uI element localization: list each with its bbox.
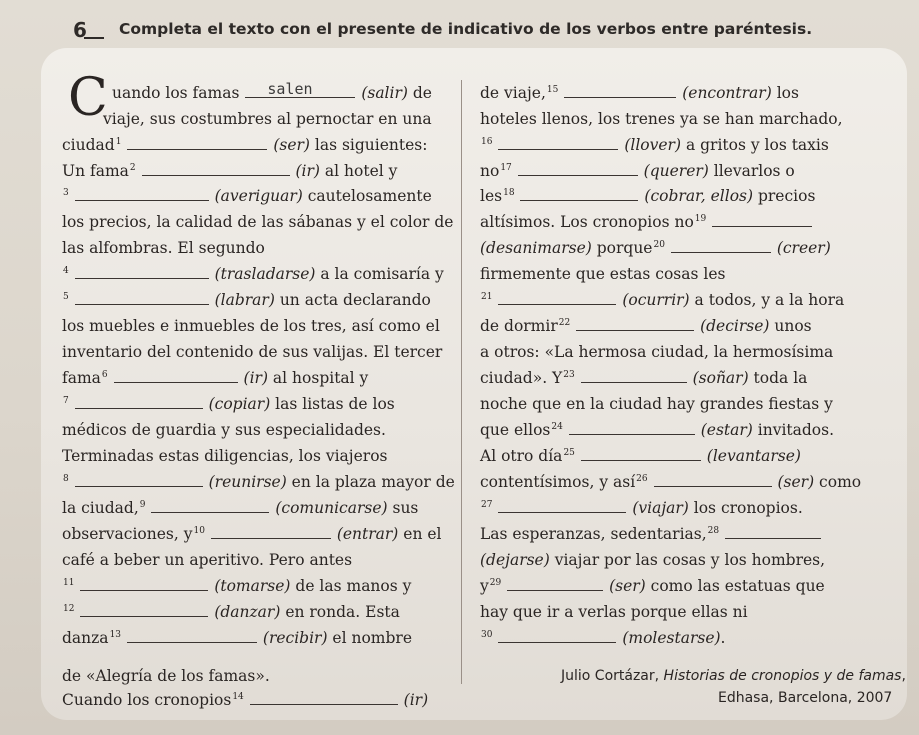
left-line-4 [62,161,397,181]
blank-number: 29 [489,577,502,588]
left-line-12 [62,368,368,388]
left-line-23: de «Alegría de los famas». [62,667,270,685]
blank-number: 5 [63,291,69,302]
blank-number: 11 [63,577,75,588]
right-line-5 [480,186,815,206]
line-text: les [480,187,503,205]
answer-blank[interactable] [518,162,638,176]
line-text: (encontrar) los [682,84,799,102]
blank-number: 28 [707,525,720,536]
exercise-number: 6 [73,18,87,42]
line-text: (comunicarse) sus [275,499,419,517]
left-line-2: viaje, sus costumbres al pernoctar en una [103,110,432,128]
blank-number: 8 [63,473,69,484]
left-line-24 [62,690,428,710]
line-text: (ir) al hospital y [243,369,369,387]
line-text: de viaje, [480,84,546,102]
line-text: (ocurrir) a todos, y a la hora [622,291,845,309]
answer-blank[interactable] [127,629,257,643]
blank-number: 22 [558,317,571,328]
right-line-17 [480,498,803,518]
left-line-21 [62,602,400,622]
answer-blank[interactable] [564,84,676,98]
line-text: Las esperanzas, sedentarias, [480,525,707,543]
answer-blank[interactable] [211,525,331,539]
right-line-20 [480,576,825,596]
answer-blank[interactable] [671,239,771,253]
blank-number: 2 [129,162,136,173]
left-line-7: las alfombras. El segundo [62,239,265,257]
right-line-18 [480,524,822,544]
blank-number: 10 [193,525,205,536]
blank-number: 4 [63,265,69,276]
line-text: (viajar) los cronopios. [632,499,803,517]
line-text: (ser) como las estatuas que [609,577,825,595]
left-line-10: los muebles e inmuebles de los tres, así como el [62,317,440,335]
answer-blank[interactable] [498,136,618,150]
answer-blank[interactable] [245,80,355,98]
right-line-8: firmemente que estas cosas les [480,265,726,283]
line-text: no [480,162,500,180]
right-line-22 [480,628,725,648]
left-line-19: café a beber un aperitivo. Pero antes [62,551,353,569]
right-line-4 [480,161,795,181]
line-text: (molestarse). [622,629,726,647]
line-text: (levantarse) [706,447,801,465]
left-line-6: los precios, la calidad de las sábanas y el color de [62,213,454,231]
line-text: (labrar) un acta declarando [214,291,431,309]
left-line-22 [62,628,412,648]
right-line-21: hay que ir a verlas porque ellas ni [480,603,748,621]
line-text: ciudad». Y [480,369,563,387]
right-line-12 [480,368,807,388]
blank-number: 12 [63,603,75,614]
answer-blank[interactable] [114,369,238,383]
source-credit-line-1: Julio Cortázar, Historias de cronopios y de famas, [561,668,906,684]
blank-number: 25 [563,447,575,458]
answer-blank[interactable] [75,187,209,201]
blank-number: 13 [109,629,122,640]
line-text: (trasladarse) a la comisaría y [214,265,444,283]
left-line-9 [62,290,431,310]
answer-blank[interactable] [654,473,772,487]
line-text: observaciones, y [62,525,193,543]
line-text: Un fama [62,162,129,180]
line-text: de dormir [480,317,558,335]
filled-answer: salen [267,80,313,98]
line-text: uando los famas [112,84,240,102]
answer-blank[interactable] [576,317,694,331]
line-text: que ellos [480,421,551,439]
line-text: (querer) llevarlos o [643,162,795,180]
right-line-9 [480,290,844,310]
blank-number: 9 [139,499,146,510]
answer-blank[interactable] [127,136,267,150]
blank-number: 16 [481,136,493,147]
line-text: (estar) invitados. [700,421,835,439]
right-line-6 [480,212,813,232]
line-text: (llover) a gritos y los taxis [624,136,829,154]
line-text: (decirse) unos [700,317,812,335]
left-line-14: médicos de guardia y sus especialidades. [62,421,386,439]
left-line-18 [62,524,442,544]
right-line-2: hoteles llenos, los trenes ya se han marchado, [480,110,843,128]
left-line-5 [62,186,432,206]
answer-blank[interactable] [75,291,209,305]
answer-blank[interactable] [75,473,203,487]
line-text: (averiguar) cautelosamente [214,187,432,205]
line-text: (desanimarse) porque [480,239,653,257]
right-line-11: a otros: «La hermosa ciudad, la hermosísima [480,343,834,361]
line-text: (ir) [403,691,429,709]
line-text: (ser) como [777,473,862,491]
line-text: (cobrar, ellos) precios [644,187,816,205]
answer-blank[interactable] [250,691,398,705]
line-text: (tomarse) de las manos y [214,577,412,595]
blank-number: 18 [503,187,515,198]
blank-number: 14 [232,691,244,702]
blank-number: 26 [636,473,648,484]
answer-blank[interactable] [75,395,203,409]
left-line-13 [62,394,395,414]
blank-number: 27 [481,499,493,510]
left-line-8 [62,264,444,284]
right-line-10 [480,316,812,336]
right-line-19: (dejarse) viajar por las cosas y los hombres, [480,551,826,569]
answer-blank[interactable] [581,369,687,383]
exercise-number-underline [84,37,104,39]
left-line-3 [62,135,427,155]
blank-number: 1 [115,136,122,147]
line-text: y [480,577,489,595]
answer-blank[interactable] [712,213,812,227]
line-text: altísimos. Los cronopios no [480,213,694,231]
line-text: (salir) de [361,84,432,102]
answer-blank[interactable] [498,629,616,643]
left-line-20 [62,576,411,596]
answer-blank[interactable] [520,187,638,201]
answer-blank[interactable] [581,447,701,461]
answer-blank[interactable] [142,162,290,176]
blank-number: 20 [653,239,665,250]
blank-number: 24 [551,421,563,432]
answer-blank[interactable] [498,499,626,513]
left-line-17 [62,498,418,518]
line-text: (copiar) las listas de los [208,395,395,413]
blank-number: 15 [546,84,559,95]
line-text: danza [62,629,109,647]
drop-cap: C [68,68,108,128]
left-line-11: inventario del contenido de sus valijas. El tercer [62,343,443,361]
blank-number: 3 [63,187,69,198]
left-line-1 [112,80,432,103]
blank-number: 30 [481,629,493,640]
answer-blank[interactable] [507,577,603,591]
line-text: contentísimos, y así [480,473,636,491]
source-credit-line-2: Edhasa, Barcelona, 2007 [718,690,893,706]
line-text: (danzar) en ronda. Esta [214,603,400,621]
line-text: Cuando los cronopios [62,691,232,709]
line-text: (entrar) en el [336,525,442,543]
answer-blank[interactable] [80,603,208,617]
line-text: fama [62,369,101,387]
answer-blank[interactable] [151,499,269,513]
line-text: (recibir) el nombre [262,629,413,647]
blank-number: 19 [694,213,707,224]
line-text: (ir) al hotel y [295,162,398,180]
answer-blank[interactable] [75,265,209,279]
left-line-16 [62,472,455,492]
line-text: ciudad [62,136,115,154]
line-text: (creer) [776,239,831,257]
answer-blank[interactable] [80,577,208,591]
line-text: la ciudad, [62,499,139,517]
right-line-13: noche que en la ciudad hay grandes fiestas y [480,395,833,413]
left-line-15: Terminadas estas diligencias, los viajeros [62,447,388,465]
right-line-15 [480,446,801,466]
blank-number: 23 [563,369,575,380]
right-line-3 [480,135,829,155]
answer-blank[interactable] [725,525,821,539]
right-line-16 [480,472,861,492]
line-text: (reunirse) en la plaza mayor de [208,473,455,491]
blank-number: 17 [500,162,512,173]
line-text: (soñar) toda la [692,369,808,387]
blank-number: 6 [101,369,108,380]
right-line-1 [480,83,799,103]
line-text: Al otro día [480,447,563,465]
right-line-7 [480,238,831,258]
blank-number: 21 [481,291,493,302]
answer-blank[interactable] [569,421,695,435]
right-line-14 [480,420,834,440]
line-text: (ser) las siguientes: [273,136,428,154]
blank-number: 7 [63,395,69,406]
column-divider [461,80,462,684]
answer-blank[interactable] [498,291,616,305]
exercise-instruction: Completa el texto con el presente de indicativo de los verbos entre paréntesis. [119,20,813,38]
